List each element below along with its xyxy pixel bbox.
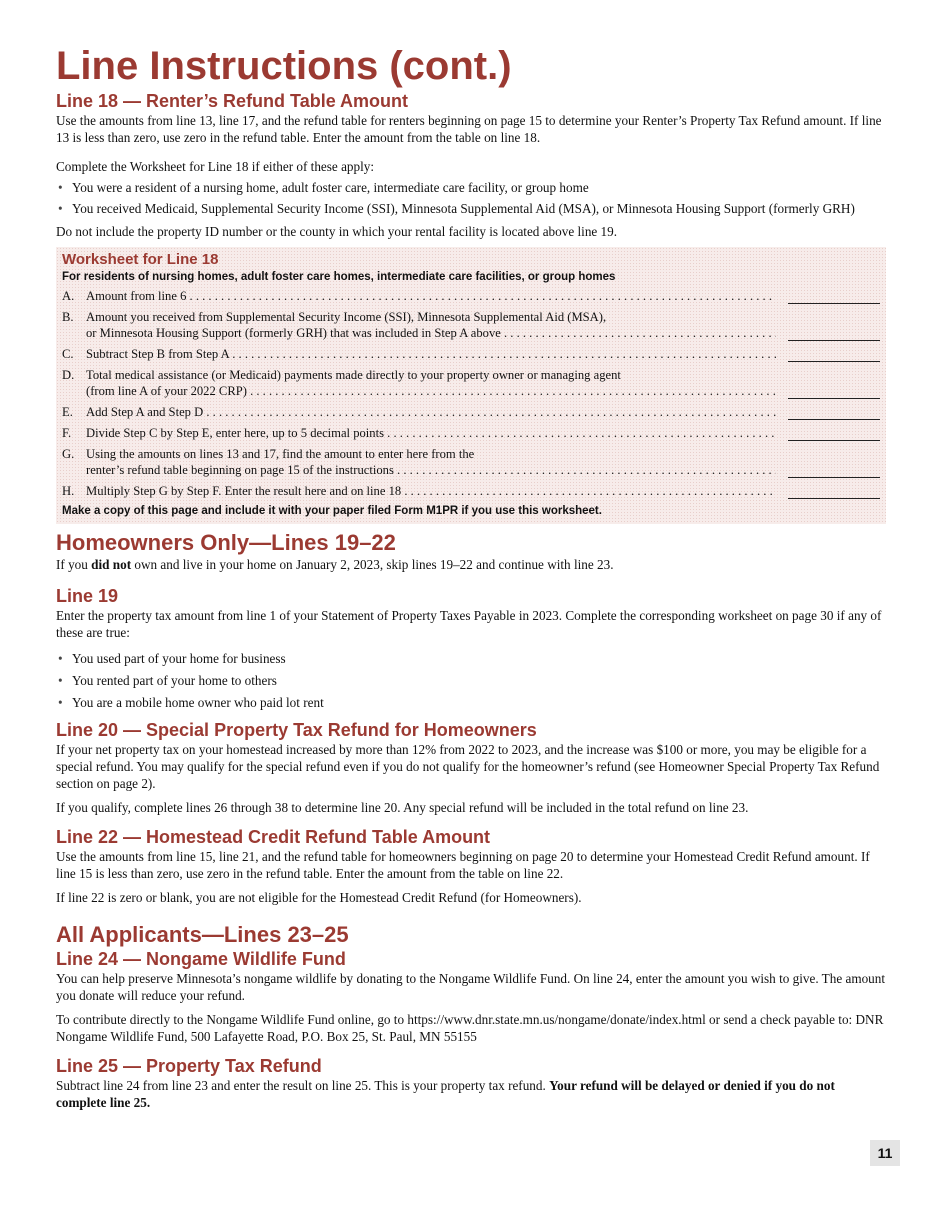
list-item: • You were a resident of a nursing home, adult foster care, intermediate care facility, or group home bbox=[56, 179, 886, 196]
list-item: • You used part of your home for business bbox=[56, 650, 886, 667]
line25-text-bold: Your refund will be delayed or denied if you do not complete line 25. bbox=[56, 1078, 835, 1110]
line19-paragraph: Enter the property tax amount from line 1 of your Statement of Property Taxes Payable in 2023. Complete the corresponding worksheet on page 30 if any of these are true: bbox=[56, 608, 882, 640]
line25-paragraph bbox=[56, 1077, 886, 1111]
worksheet-row bbox=[62, 483, 880, 499]
line22-paragraph-1: Use the amounts from line 15, line 21, and the refund table for homeowners beginning on page 20 to determine your Homestead Credit Refund amount. If line 15 is less than zero, use zero in the refund table. Enter the amount from the table on line 22. bbox=[56, 849, 870, 881]
homeowners-text-post: own and live in your home on January 2, 2023, skip lines 19–22 and continue with line 23. bbox=[131, 557, 614, 572]
worksheet-row-text bbox=[86, 309, 776, 341]
worksheet-row bbox=[62, 309, 880, 341]
worksheet-row-letter: G. bbox=[62, 447, 75, 461]
worksheet-row bbox=[62, 288, 880, 304]
line20-paragraph-2: If you qualify, complete lines 26 through 38 to determine line 20. Any special refund will be included in the total refund on line 23. bbox=[56, 800, 749, 815]
worksheet-row bbox=[62, 425, 880, 441]
line18-paragraph-3: Do not include the property ID number or the county in which your rental facility is located above line 19. bbox=[56, 224, 618, 239]
line18-paragraph-2: Complete the Worksheet for Line 18 if either of these apply: bbox=[56, 159, 375, 174]
line20-heading: Line 20 — Special Property Tax Refund for Homeowners bbox=[56, 720, 537, 740]
worksheet-row-text-line2: renter’s refund table beginning on page 15 of the instructions bbox=[86, 463, 394, 477]
worksheet-row-text-line1: Amount you received from Supplemental Security Income (SSI), Minnesota Supplemental Aid (MSA), bbox=[86, 310, 607, 324]
homeowners-paragraph bbox=[56, 556, 886, 573]
worksheet-row-text-line2: Divide Step C by Step E, enter here, up to 5 decimal points bbox=[86, 426, 384, 440]
line22-paragraph-2: If line 22 is zero or blank, you are not eligible for the Homestead Credit Refund (for Homeowners). bbox=[56, 890, 582, 905]
worksheet-row-text bbox=[86, 425, 776, 441]
list-item: • You are a mobile home owner who paid lot rent bbox=[56, 694, 886, 711]
worksheet-row bbox=[62, 367, 880, 399]
worksheet-row-letter: C. bbox=[62, 347, 74, 361]
line24-paragraph-2: To contribute directly to the Nongame Wildlife Fund online, go to https://www.dnr.state.mn.us/nongame/donate/index.html or send a check payable to: DNR Nongame Wildlife Fund, 500 Lafayette Road, P.O. Box 25, St. Paul, MN 55155 bbox=[56, 1012, 884, 1044]
worksheet-row-text-line1: Using the amounts on lines 13 and 17, find the amount to enter here from the bbox=[86, 447, 475, 461]
line22-heading: Line 22 — Homestead Credit Refund Table Amount bbox=[56, 827, 491, 847]
document-page bbox=[56, 44, 886, 1118]
line18-paragraph-1: Use the amounts from line 13, line 17, and the refund table for renters beginning on page 15 to determine your Renter’s Property Tax Refund amount. If line 13 is less than zero, use zero in the refund table. Enter the amount from the table on line 18. bbox=[56, 113, 882, 145]
line18-bullet-list bbox=[56, 179, 886, 217]
worksheet-row-letter: B. bbox=[62, 310, 74, 324]
worksheet-entry-field[interactable] bbox=[788, 289, 880, 304]
line19-heading: Line 19 bbox=[56, 586, 119, 606]
worksheet-row-text bbox=[86, 483, 776, 499]
worksheet-row-letter: E. bbox=[62, 405, 73, 419]
homeowners-text-bold: did not bbox=[91, 557, 132, 572]
page-title: Line Instructions (cont.) bbox=[56, 44, 512, 88]
line19-bullet-list bbox=[56, 650, 886, 711]
worksheet-row bbox=[62, 446, 880, 478]
worksheet-entry-field[interactable] bbox=[788, 463, 880, 478]
worksheet-entry-field[interactable] bbox=[788, 426, 880, 441]
worksheet-entry-field[interactable] bbox=[788, 484, 880, 499]
worksheet-subtitle: For residents of nursing homes, adult foster care homes, intermediate care facilities, or group homes bbox=[62, 271, 616, 283]
homeowners-text-pre: If you bbox=[56, 557, 92, 572]
worksheet-row-text bbox=[86, 446, 776, 478]
worksheet-entry-field[interactable] bbox=[788, 326, 880, 341]
line25-text-pre: Subtract line 24 from line 23 and enter the result on line 25. This is your property tax refund. bbox=[56, 1078, 550, 1093]
line24-heading: Line 24 — Nongame Wildlife Fund bbox=[56, 949, 346, 969]
worksheet-entry-field[interactable] bbox=[788, 347, 880, 362]
worksheet-row-text bbox=[86, 404, 776, 420]
worksheet-row-text bbox=[86, 367, 776, 399]
worksheet-row-letter: A. bbox=[62, 289, 75, 303]
worksheet-row-text bbox=[86, 346, 776, 362]
worksheet-row-text-line1: Total medical assistance (or Medicaid) payments made directly to your property owner or managing agent bbox=[86, 368, 621, 382]
worksheet-row-text-line2: Multiply Step G by Step F. Enter the result here and on line 18 bbox=[86, 484, 402, 498]
worksheet-row-text-line2: or Minnesota Housing Support (formerly GRH) that was included in Step A above bbox=[86, 326, 501, 340]
line18-heading: Line 18 — Renter’s Refund Table Amount bbox=[56, 91, 409, 111]
worksheet-entry-field[interactable] bbox=[788, 405, 880, 420]
worksheet-row-text-line2: Subtract Step B from Step A bbox=[86, 347, 230, 361]
worksheet-row-letter: D. bbox=[62, 368, 75, 382]
worksheet-row-letter: H. bbox=[62, 484, 75, 498]
list-item: • You rented part of your home to others bbox=[56, 672, 886, 689]
worksheet-note: Make a copy of this page and include it with your paper filed Form M1PR if you use this worksheet. bbox=[62, 505, 602, 517]
worksheet-title: Worksheet for Line 18 bbox=[62, 251, 219, 268]
applicants-heading: All Applicants—Lines 23–25 bbox=[56, 922, 349, 947]
worksheet-entry-field[interactable] bbox=[788, 384, 880, 399]
worksheet-box bbox=[56, 247, 886, 524]
worksheet-row-text-line2: Amount from line 6 bbox=[86, 289, 187, 303]
line25-heading: Line 25 — Property Tax Refund bbox=[56, 1056, 322, 1076]
homeowners-heading: Homeowners Only—Lines 19–22 bbox=[56, 530, 396, 555]
page-number: 11 bbox=[870, 1140, 900, 1166]
worksheet-row bbox=[62, 404, 880, 420]
list-item: • You received Medicaid, Supplemental Security Income (SSI), Minnesota Supplemental Aid (MSA), or Minnesota Housing Support (formerly GRH) bbox=[56, 200, 886, 217]
worksheet-rows bbox=[62, 288, 880, 499]
line24-paragraph-1: You can help preserve Minnesota’s nongame wildlife by donating to the Nongame Wildlife Fund. On line 24, enter the amount you wish to give. The amount you donate will reduce your refund. bbox=[56, 971, 886, 1003]
worksheet-row bbox=[62, 346, 880, 362]
worksheet-row-letter: F. bbox=[62, 426, 72, 440]
worksheet-row-text-line2: (from line A of your 2022 CRP) bbox=[86, 384, 247, 398]
worksheet-row-text-line2: Add Step A and Step D bbox=[86, 405, 204, 419]
worksheet-row-text bbox=[86, 288, 776, 304]
line20-paragraph-1: If your net property tax on your homestead increased by more than 12% from 2022 to 2023, and the increase was $100 or more, you may be eligible for a special refund. You may qualify for the special refund even if you do not qualify for the homeowner’s refund (see Homeowner Special Property Tax Refund section on page 2). bbox=[56, 742, 880, 791]
